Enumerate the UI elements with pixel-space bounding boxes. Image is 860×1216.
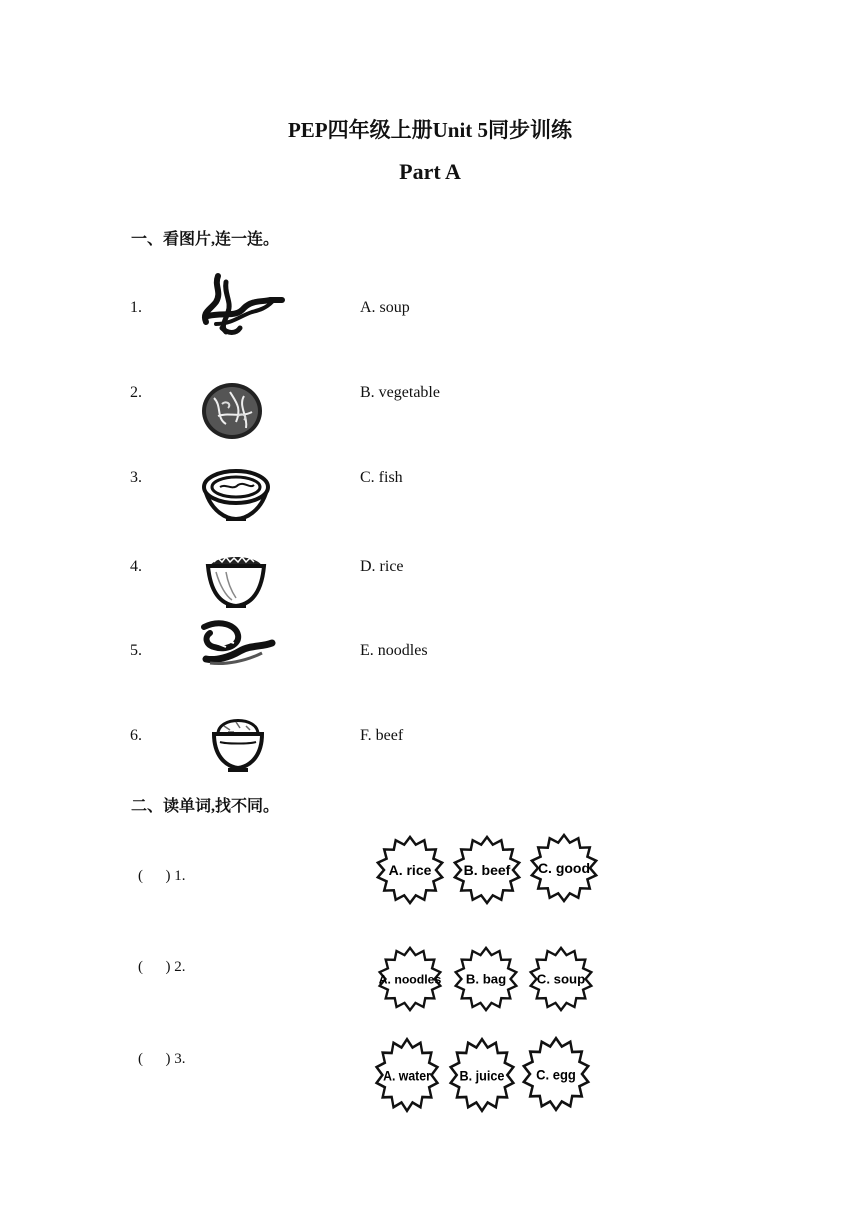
word-3c: C. egg bbox=[536, 1066, 576, 1083]
word-1c: C. good bbox=[537, 860, 591, 876]
page-subtitle: Part A bbox=[399, 159, 461, 184]
item-number-5: 5. bbox=[130, 642, 142, 659]
word-1a: A. rice bbox=[388, 862, 432, 878]
word-burst-3c bbox=[520, 1036, 592, 1112]
word-2b: B. bag bbox=[465, 971, 507, 987]
option-c: C. fish bbox=[360, 469, 403, 486]
beef-bowl-icon bbox=[196, 552, 286, 620]
option-a: A. soup bbox=[360, 299, 410, 316]
word-2a: A. noodles bbox=[378, 972, 442, 987]
word-1b: B. beef bbox=[463, 862, 511, 878]
item-number-1: 1. bbox=[130, 299, 142, 316]
word-burst-1b bbox=[451, 835, 523, 905]
soup-bowl-icon bbox=[196, 463, 286, 531]
option-e: E. noodles bbox=[360, 642, 428, 659]
option-b: B. vegetable bbox=[360, 384, 440, 401]
fish-icon bbox=[196, 617, 286, 685]
word-3a: A. water bbox=[383, 1067, 431, 1084]
section-2-heading: 二、读单词,找不同。 bbox=[131, 798, 280, 815]
section-1-heading: 一、看图片,连一连。 bbox=[131, 231, 280, 248]
item-number-2: 2. bbox=[130, 384, 142, 401]
item-number-4: 4. bbox=[130, 558, 142, 575]
option-d: D. rice bbox=[360, 558, 404, 575]
word-burst-2c bbox=[526, 946, 596, 1012]
word-burst-1c bbox=[528, 833, 600, 903]
question-1-label: ( ) 1. bbox=[138, 868, 186, 884]
word-burst-1a bbox=[374, 835, 446, 905]
word-2c: C. soup bbox=[536, 971, 586, 987]
rice-bowl-icon bbox=[196, 708, 286, 776]
vegetable-bowl-icon bbox=[196, 378, 286, 446]
noodles-icon bbox=[196, 272, 286, 340]
word-3b: B. juice bbox=[459, 1067, 505, 1084]
item-number-3: 3. bbox=[130, 469, 142, 486]
question-2-label: ( ) 2. bbox=[138, 959, 186, 975]
item-number-6: 6. bbox=[130, 727, 142, 744]
page-title: PEP四年级上册Unit 5同步训练 bbox=[287, 118, 573, 142]
question-3-label: ( ) 3. bbox=[138, 1051, 186, 1067]
option-f: F. beef bbox=[360, 727, 404, 744]
word-burst-2a bbox=[374, 946, 446, 1012]
word-burst-3a bbox=[373, 1037, 441, 1113]
word-burst-2b bbox=[451, 946, 521, 1012]
word-burst-3b bbox=[447, 1037, 517, 1113]
